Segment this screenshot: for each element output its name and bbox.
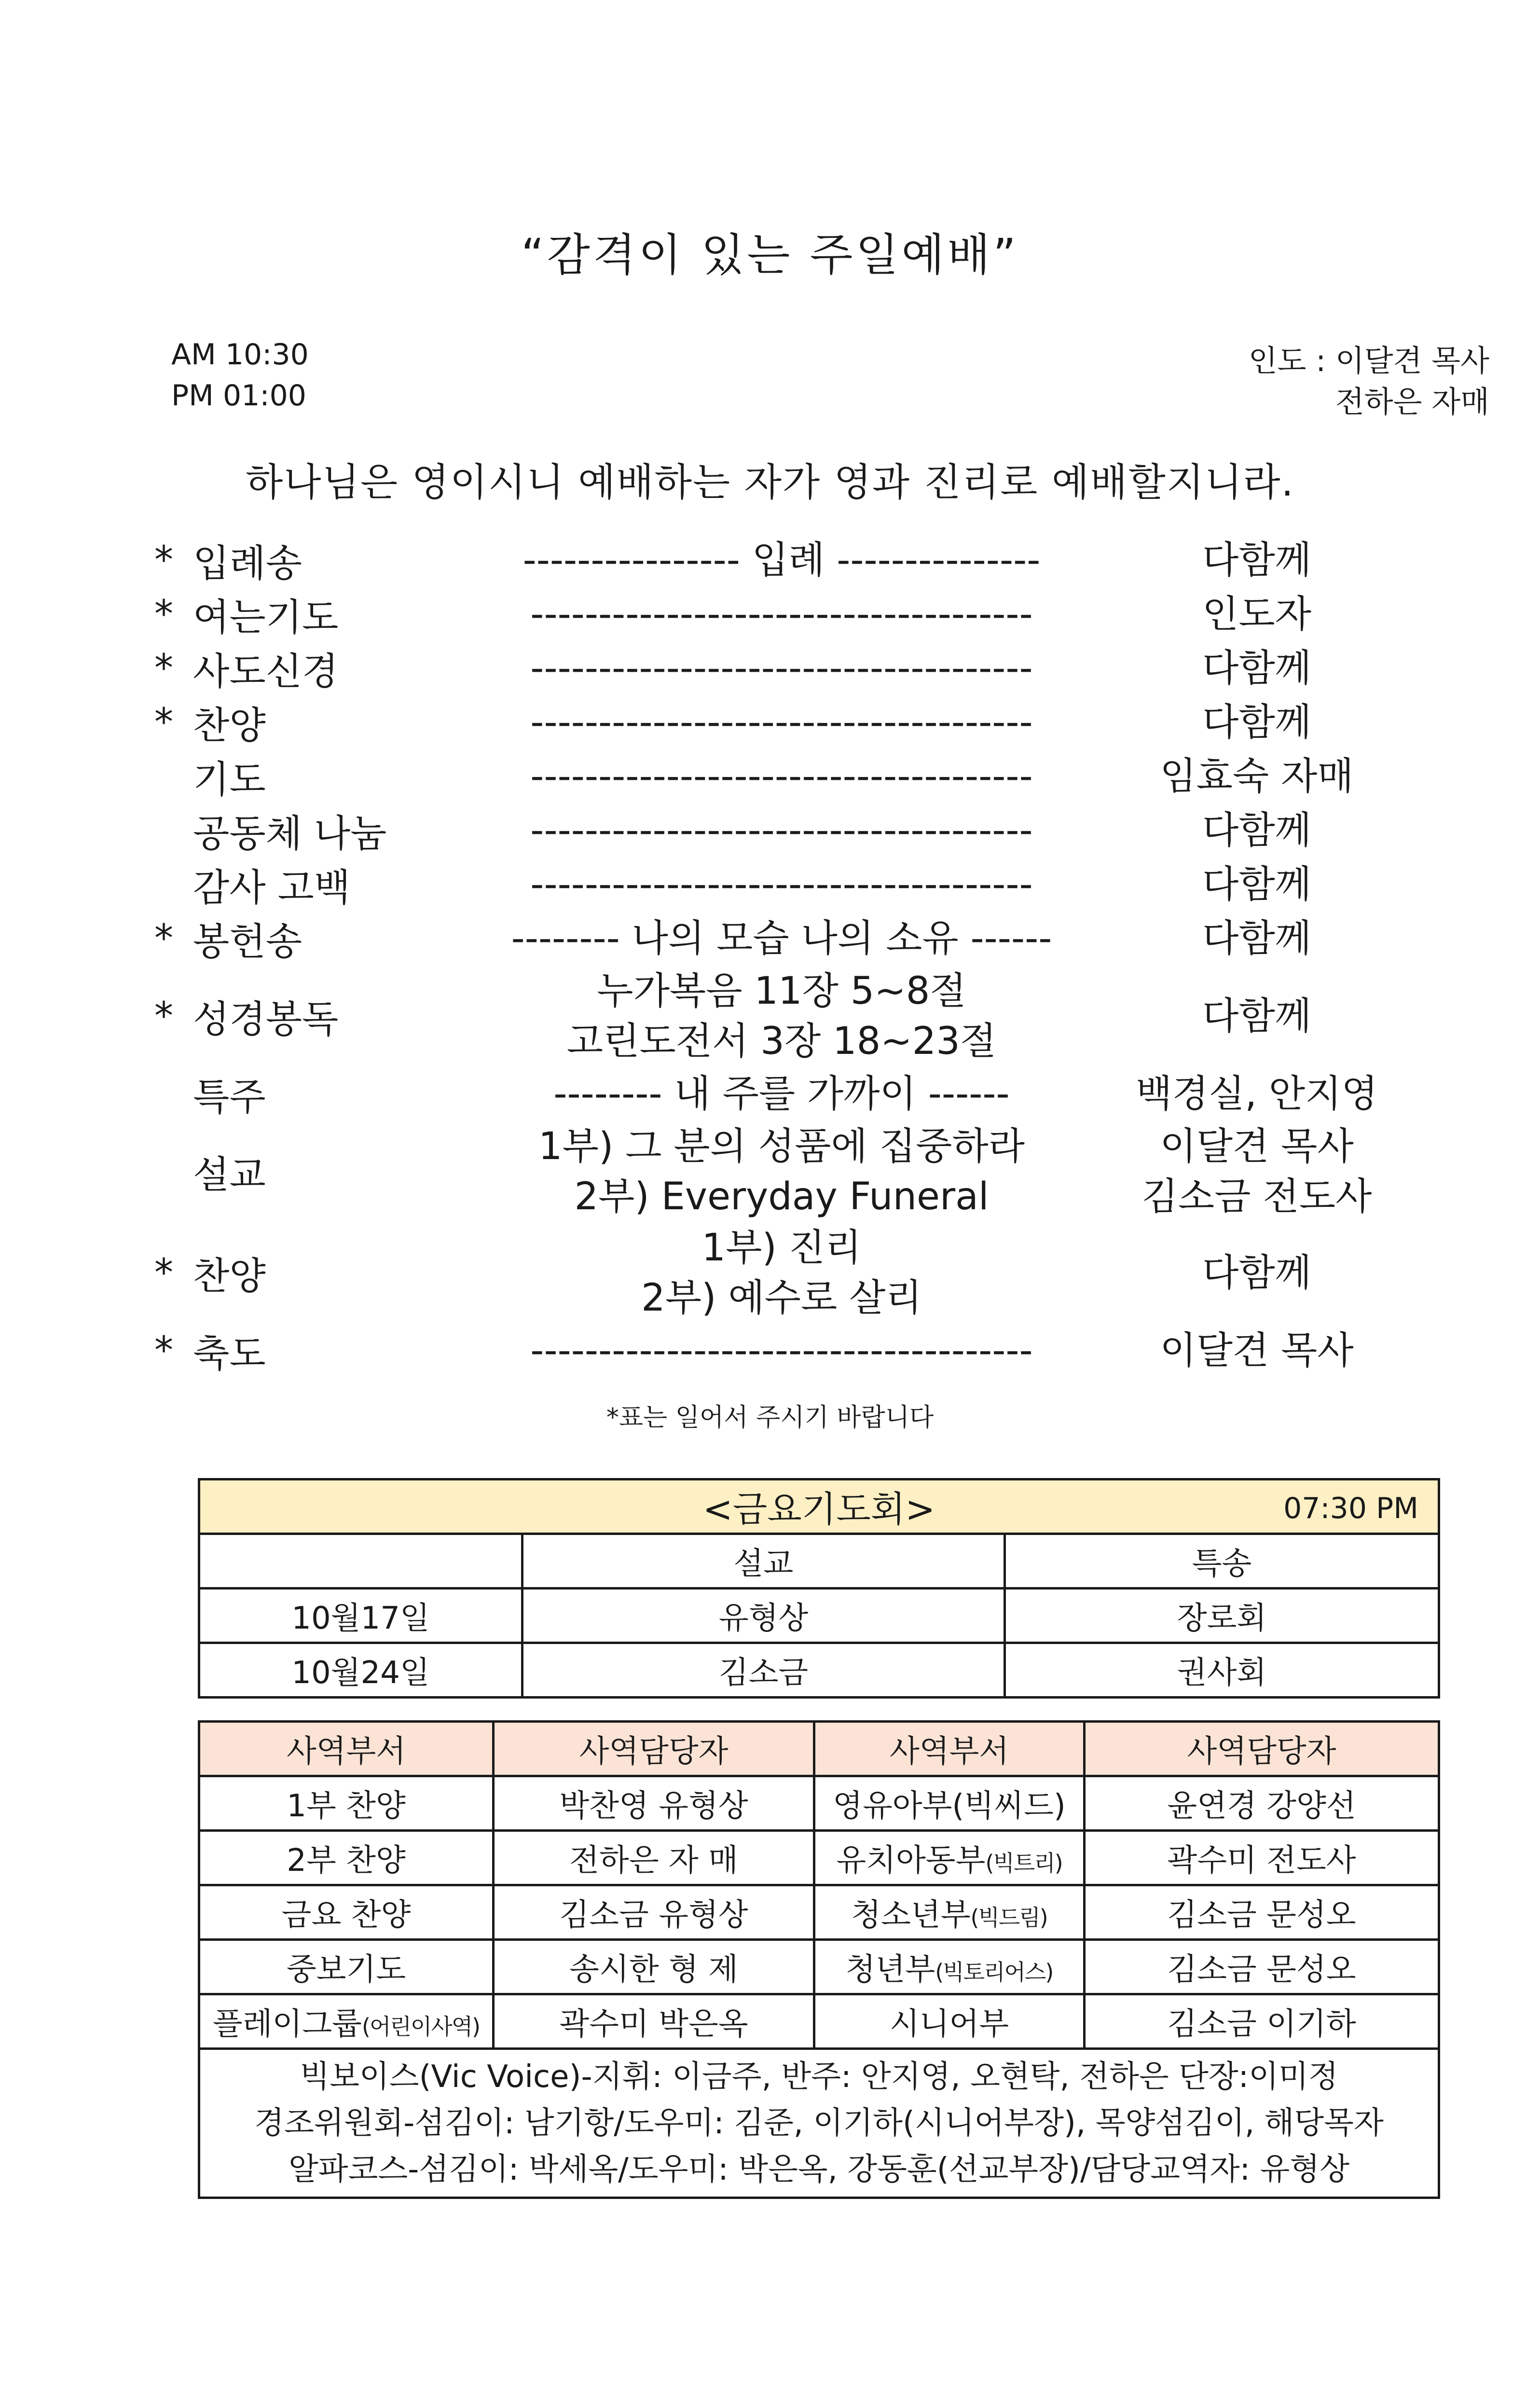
friday-preacher: 유형상 <box>522 1589 1005 1643</box>
order-item-name: 감사 고백 <box>193 866 351 910</box>
friday-prayer-title: <금요기도회> <box>702 1489 935 1530</box>
order-item-detail-line: 1부) 그 분의 성품에 집중하라 <box>538 1125 1025 1168</box>
ministry-col-lead-2: 사역담당자 <box>1085 1722 1439 1776</box>
ministry-lead <box>494 1885 814 1940</box>
friday-col-special: 특송 <box>1005 1534 1439 1589</box>
order-item-detail-line: 누가복음 11장 5~8절 <box>597 969 966 1013</box>
order-item-name: 사도신경 <box>193 650 339 693</box>
order-item-detail-line: ------------------------------------- <box>530 647 1033 690</box>
order-item <box>154 641 1438 695</box>
ministry-lead <box>1085 1831 1439 1885</box>
ministry-cell-subtext: (어린이사역) <box>362 2014 480 2040</box>
order-item-name: 설교 <box>193 1153 266 1197</box>
order-item-person-line: 백경실, 안지영 <box>1136 1072 1378 1116</box>
ministry-dept <box>814 1831 1085 1885</box>
ministry-dept <box>199 1885 494 1940</box>
order-item-detail <box>487 859 1076 910</box>
ministry-lead <box>494 1831 814 1885</box>
table-row <box>199 1643 1439 1698</box>
ministry-cell-text: 2부 찬양 <box>287 1843 406 1879</box>
order-item-name: 특주 <box>193 1076 266 1119</box>
table-row <box>199 1940 1439 1994</box>
ministry-cell-text: 전하은 자 매 <box>569 1843 738 1879</box>
ministry-lead <box>1085 1776 1439 1831</box>
table-row <box>199 1831 1439 1885</box>
ministry-lead <box>494 1994 814 2049</box>
ministry-cell-subtext: (빅토리어스) <box>935 1959 1053 1985</box>
table-row <box>199 1994 1439 2049</box>
ministry-cell-text: 유치아동부 <box>836 1843 986 1879</box>
scripture-verse: 하나님은 영이시니 예배하는 자가 영과 진리로 예배할지니라. <box>245 460 1294 505</box>
ministry-cell-text: 김소금 문성오 <box>1167 1952 1356 1988</box>
friday-date: 10월17일 <box>199 1589 522 1643</box>
standing-mark: * <box>154 593 173 636</box>
order-item-detail-line: ------------------------------------- <box>530 1329 1033 1372</box>
ministry-note-line: 알파코스-섬김이: 박세옥/도우미: 박은옥, 강동훈(선교부장)/담당교역자: 유형상 <box>288 2152 1350 2187</box>
order-item <box>154 966 1438 1067</box>
leader-pastor: 인도 : 이달견 목사 <box>1248 343 1489 378</box>
ministry-cell-text: 김소금 유형상 <box>559 1897 748 1933</box>
order-item-detail <box>487 805 1076 856</box>
standing-mark: * <box>154 701 173 744</box>
order-item-person-line: 다함께 <box>1202 863 1312 906</box>
ministry-cell-subtext: (빅드림) <box>970 1905 1047 1931</box>
leader-sister: 전하은 자매 <box>1335 384 1489 419</box>
friday-special-song: 장로회 <box>1005 1589 1439 1643</box>
order-item-name: 공동체 나눔 <box>193 812 387 856</box>
order-item-detail <box>487 643 1076 693</box>
standing-mark: * <box>154 539 173 582</box>
ministry-dept <box>199 1776 494 1831</box>
order-item-detail-line: 2부) 예수로 살리 <box>641 1276 922 1320</box>
order-of-service <box>154 533 1438 1378</box>
ministry-cell-text: 시니어부 <box>889 2006 1009 2042</box>
ministry-lead <box>494 1940 814 1994</box>
ministry-cell-subtext: (빅트리) <box>985 1850 1062 1876</box>
order-item <box>154 587 1438 641</box>
ministry-col-dept-2: 사역부서 <box>814 1722 1085 1776</box>
order-item-detail <box>487 535 1076 585</box>
ministry-cell-text: 금요 찬양 <box>281 1897 411 1933</box>
order-item <box>154 533 1438 587</box>
order-item-person-line: 이달견 목사 <box>1160 1329 1354 1372</box>
order-item-person <box>1076 991 1438 1041</box>
order-item-name: 여는기도 <box>193 596 339 639</box>
order-item-detail <box>487 589 1076 639</box>
order-item-detail-line: -------- 내 주를 가까이 ------ <box>553 1072 1010 1116</box>
order-item-detail <box>487 751 1076 802</box>
standing-note: *표는 일어서 주시기 바랍니다 <box>606 1403 934 1432</box>
order-item-person <box>1076 1069 1438 1119</box>
order-item-person-line: 다함께 <box>1202 917 1312 960</box>
service-time-pm: PM 01:00 <box>171 379 306 413</box>
order-item-detail-line: ---------------- 입례 --------------- <box>522 539 1041 582</box>
standing-mark: * <box>154 917 173 960</box>
order-item-person <box>1076 697 1438 747</box>
order-item-detail-line: ------------------------------------- <box>530 809 1033 852</box>
order-item-detail-line: ------------------------------------- <box>530 755 1033 798</box>
order-item-detail-line: -------- 나의 모습 나의 소유 ------ <box>511 917 1052 960</box>
order-item <box>154 803 1438 857</box>
order-item-person-line: 김소금 전도사 <box>1141 1175 1372 1218</box>
order-item-person <box>1076 913 1438 964</box>
ministry-dept <box>199 1994 494 2049</box>
ministry-cell-text: 김소금 문성오 <box>1167 1897 1356 1933</box>
order-item-person-line: 다함께 <box>1202 995 1312 1038</box>
order-item <box>154 1222 1438 1324</box>
order-item-person <box>1076 643 1438 693</box>
order-item-detail <box>487 1326 1076 1376</box>
order-item-person-line: 인도자 <box>1202 593 1312 636</box>
ministry-cell-text: 플레이그룹 <box>212 2006 362 2042</box>
ministry-lead <box>1085 1940 1439 1994</box>
order-item-name: 기도 <box>193 758 266 802</box>
ministry-dept <box>814 1940 1085 1994</box>
friday-preacher: 김소금 <box>522 1643 1005 1698</box>
standing-mark: * <box>154 647 173 690</box>
order-item-person-line: 다함께 <box>1202 539 1312 582</box>
order-item-person <box>1076 805 1438 856</box>
friday-prayer-time: 07:30 PM <box>1283 1492 1419 1525</box>
standing-mark: * <box>154 995 173 1038</box>
ministry-cell-text: 송시한 형 제 <box>569 1952 738 1988</box>
ministry-cell-text: 윤연경 강양선 <box>1167 1788 1356 1824</box>
order-item-detail <box>487 697 1076 747</box>
ministry-cell-text: 김소금 이기하 <box>1167 2006 1356 2042</box>
ministry-notes-row <box>199 2049 1439 2198</box>
ministry-lead <box>1085 1994 1439 2049</box>
ministry-cell-text: 청년부 <box>845 1952 935 1988</box>
friday-prayer-table <box>198 1478 1440 1699</box>
order-item-person <box>1076 1326 1438 1376</box>
friday-date: 10월24일 <box>199 1643 522 1698</box>
ministry-notes <box>199 2049 1439 2198</box>
friday-col-date <box>199 1534 522 1589</box>
ministry-cell-text: 곽수미 박은옥 <box>559 2006 748 2042</box>
ministry-table <box>198 1720 1440 2199</box>
order-item-person <box>1076 589 1438 639</box>
table-row <box>199 1885 1439 1940</box>
order-item-name: 찬양 <box>193 704 266 747</box>
order-item-detail <box>487 913 1076 964</box>
standing-mark: * <box>154 1251 173 1295</box>
order-item-person-line: 다함께 <box>1202 809 1312 852</box>
order-item-name: 봉헌송 <box>193 920 302 964</box>
ministry-lead <box>494 1776 814 1831</box>
ministry-col-lead-1: 사역담당자 <box>494 1722 814 1776</box>
order-item-person-line: 다함께 <box>1202 1251 1312 1295</box>
order-item-detail-line: 1부) 진리 <box>701 1226 862 1270</box>
order-item-detail <box>487 966 1076 1066</box>
order-item-name: 입례송 <box>193 542 302 585</box>
order-item-detail-line: ------------------------------------- <box>530 593 1033 636</box>
ministry-dept <box>814 1776 1085 1831</box>
ministry-note-line: 빅보이스(Vic Voice)-지휘: 이금주, 반주: 안지영, 오현탁, 전하은 단장:이미정 <box>300 2059 1338 2095</box>
order-item <box>154 749 1438 803</box>
ministry-dept <box>814 1994 1085 2049</box>
order-item-name: 축도 <box>193 1332 266 1376</box>
ministry-lead <box>1085 1885 1439 1940</box>
order-item-detail <box>487 1121 1076 1222</box>
ministry-col-dept-1: 사역부서 <box>199 1722 494 1776</box>
friday-special-song: 권사회 <box>1005 1643 1439 1698</box>
order-item-person <box>1076 1121 1438 1222</box>
ministry-cell-text: 1부 찬양 <box>287 1788 406 1824</box>
table-row <box>199 1589 1439 1643</box>
order-item-detail-line: 고린도전서 3장 18~23절 <box>566 1020 997 1063</box>
table-row <box>199 1776 1439 1831</box>
order-item-person-line: 임효숙 자매 <box>1160 755 1354 798</box>
order-item-person <box>1076 535 1438 585</box>
order-item <box>154 695 1438 749</box>
ministry-dept <box>199 1940 494 1994</box>
order-item <box>154 1067 1438 1121</box>
order-item-detail <box>487 1069 1076 1119</box>
service-time-am: AM 10:30 <box>171 338 309 372</box>
order-item-detail-line: ------------------------------------- <box>530 701 1033 744</box>
ministry-cell-text: 중보기도 <box>286 1952 406 1988</box>
order-item <box>154 1324 1438 1378</box>
order-item-person-line: 이달견 목사 <box>1160 1125 1354 1168</box>
friday-col-sermon: 설교 <box>522 1534 1005 1589</box>
order-item-detail-line: ------------------------------------- <box>530 863 1033 906</box>
ministry-dept <box>814 1885 1085 1940</box>
ministry-cell-text: 곽수미 전도사 <box>1167 1843 1356 1879</box>
ministry-note-line: 경조위원회-섬김이: 남기항/도우미: 김준, 이기하(시니어부장), 목양섬김이, 해당목자 <box>254 2105 1384 2141</box>
order-item-person-line: 다함께 <box>1202 701 1312 744</box>
ministry-dept <box>199 1831 494 1885</box>
order-item-person-line: 다함께 <box>1202 647 1312 690</box>
order-item-person <box>1076 1248 1438 1298</box>
order-item-detail-line: 2부) Everyday Funeral <box>574 1175 989 1218</box>
friday-prayer-header <box>199 1479 1439 1534</box>
service-title: “감격이 있는 주일예배” <box>521 229 1019 281</box>
order-item <box>154 912 1438 966</box>
ministry-cell-text: 청소년부 <box>851 1897 971 1933</box>
ministry-cell-text: 박찬영 유형상 <box>559 1788 748 1824</box>
order-item-person <box>1076 859 1438 910</box>
ministry-cell-text: 영유아부(빅씨드) <box>833 1788 1066 1824</box>
order-item-person <box>1076 751 1438 802</box>
order-item <box>154 1121 1438 1222</box>
standing-mark: * <box>154 1329 173 1372</box>
order-item-name: 성경봉독 <box>193 998 339 1041</box>
order-item <box>154 857 1438 912</box>
order-item-detail <box>487 1223 1076 1323</box>
order-item-name: 찬양 <box>193 1255 266 1298</box>
